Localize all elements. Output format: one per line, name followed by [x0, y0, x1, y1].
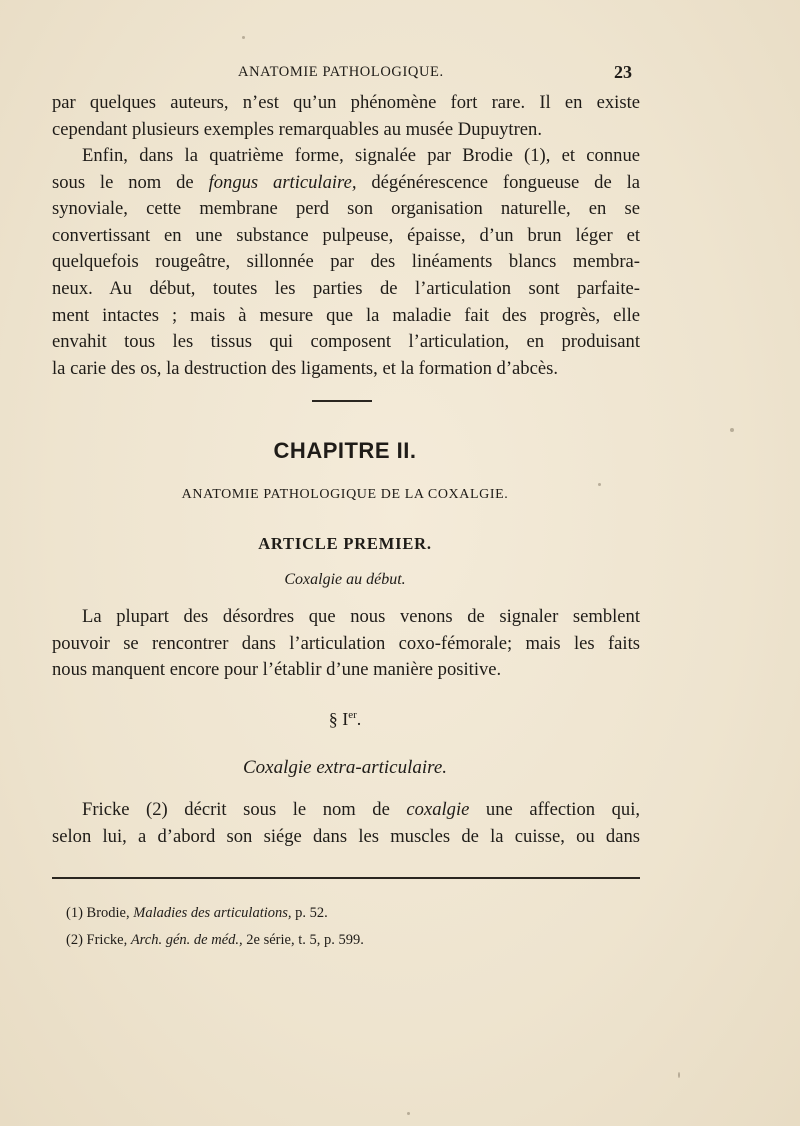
chapter-subtitle: ANATOMIE PATHOLOGIQUE DE LA COXALGIE. — [181, 487, 509, 502]
paper-speck — [730, 428, 734, 432]
section-mark-end: . — [356, 709, 362, 729]
text-line: pouvoir se rencontrer dans l’articulation coxo-fémorale; mais les faits — [52, 632, 640, 654]
text-line: La plupart des désordres que nous venons de signaler semblent — [82, 606, 640, 627]
text-line: neux. Au début, toutes les parties de l’articulation sont parfaite- — [52, 277, 640, 299]
footnote-suffix: p. 52. — [291, 905, 328, 921]
text-line: nous manquent encore pour l’établir d’une manière positive. — [52, 659, 502, 681]
paper-speck — [242, 36, 245, 39]
text-line: Fricke (2) décrit sous le nom de coxalgie une affection qui, — [82, 799, 641, 820]
footnotes — [66, 900, 626, 954]
running-head — [0, 62, 800, 88]
footnote-rule — [52, 877, 640, 879]
paper-speck — [598, 483, 601, 486]
article-subtitle: Coxalgie au début. — [284, 571, 406, 588]
footnote-2 — [66, 927, 626, 954]
text-line: envahit tous les tissus qui composent l’articulation, en produisant — [52, 331, 640, 353]
text-line: selon lui, a d’abord son siége dans les muscles de la cuisse, ou dans — [52, 825, 640, 847]
section-title: Coxalgie extra-articulaire. — [242, 757, 448, 778]
footnote-suffix: 2e série, t. 5, p. 599. — [242, 932, 364, 948]
section-mark-text: § I — [328, 709, 349, 729]
paper-speck — [678, 1072, 680, 1078]
article-title: ARTICLE PREMIER. — [258, 534, 432, 553]
paragraph-continuation — [52, 90, 640, 143]
italic-term: fongus articulaire, — [208, 171, 357, 193]
text-line: Enfin, dans la quatrième forme, signalée par Brodie (1), et connue — [82, 145, 640, 166]
text-line: ment intactes ; mais à mesure que la maladie fait des progrès, elle — [52, 304, 640, 326]
text-line: la carie des os, la destruction des ligaments, et la formation d’abcès. — [52, 357, 558, 379]
text-line: par quelques auteurs, n’est qu’un phénomène fort rare. Il en existe — [52, 92, 640, 113]
paper-speck — [407, 1112, 410, 1115]
footnote-prefix: (2) Fricke, — [66, 932, 131, 948]
text-line: sous le nom de fongus articulaire, dégénérescence fongueuse de la — [52, 171, 641, 193]
text-line: synoviale, cette membrane perd son organisation naturelle, en se — [52, 198, 640, 220]
section-mark — [0, 709, 690, 730]
text-line: cependant plusieurs exemples remarquables au musée Dupuytren. — [52, 118, 542, 140]
footnote-citation: Arch. gén. de méd., — [130, 932, 243, 948]
italic-term: coxalgie — [406, 799, 470, 820]
section-separator — [312, 400, 372, 402]
text-line: convertissant en une substance pulpeuse, épaisse, d’un brun léger et — [52, 224, 640, 246]
footnote-1 — [66, 900, 626, 927]
chapter-title: CHAPITRE II. — [273, 438, 417, 463]
paragraph-coxo-femorale — [52, 604, 640, 684]
page-number: 23 — [614, 62, 632, 82]
footnote-citation: Maladies des articulations, — [133, 905, 292, 921]
running-title: ANATOMIE PATHOLOGIQUE. — [238, 64, 444, 80]
text-line: quelquefois rougeâtre, sillonnée par des linéaments blancs membra- — [52, 251, 640, 273]
paragraph-fongus — [52, 143, 640, 382]
section-mark-sup: er — [348, 709, 357, 721]
paragraph-fricke — [52, 797, 640, 850]
footnote-prefix: (1) Brodie, — [66, 905, 134, 921]
